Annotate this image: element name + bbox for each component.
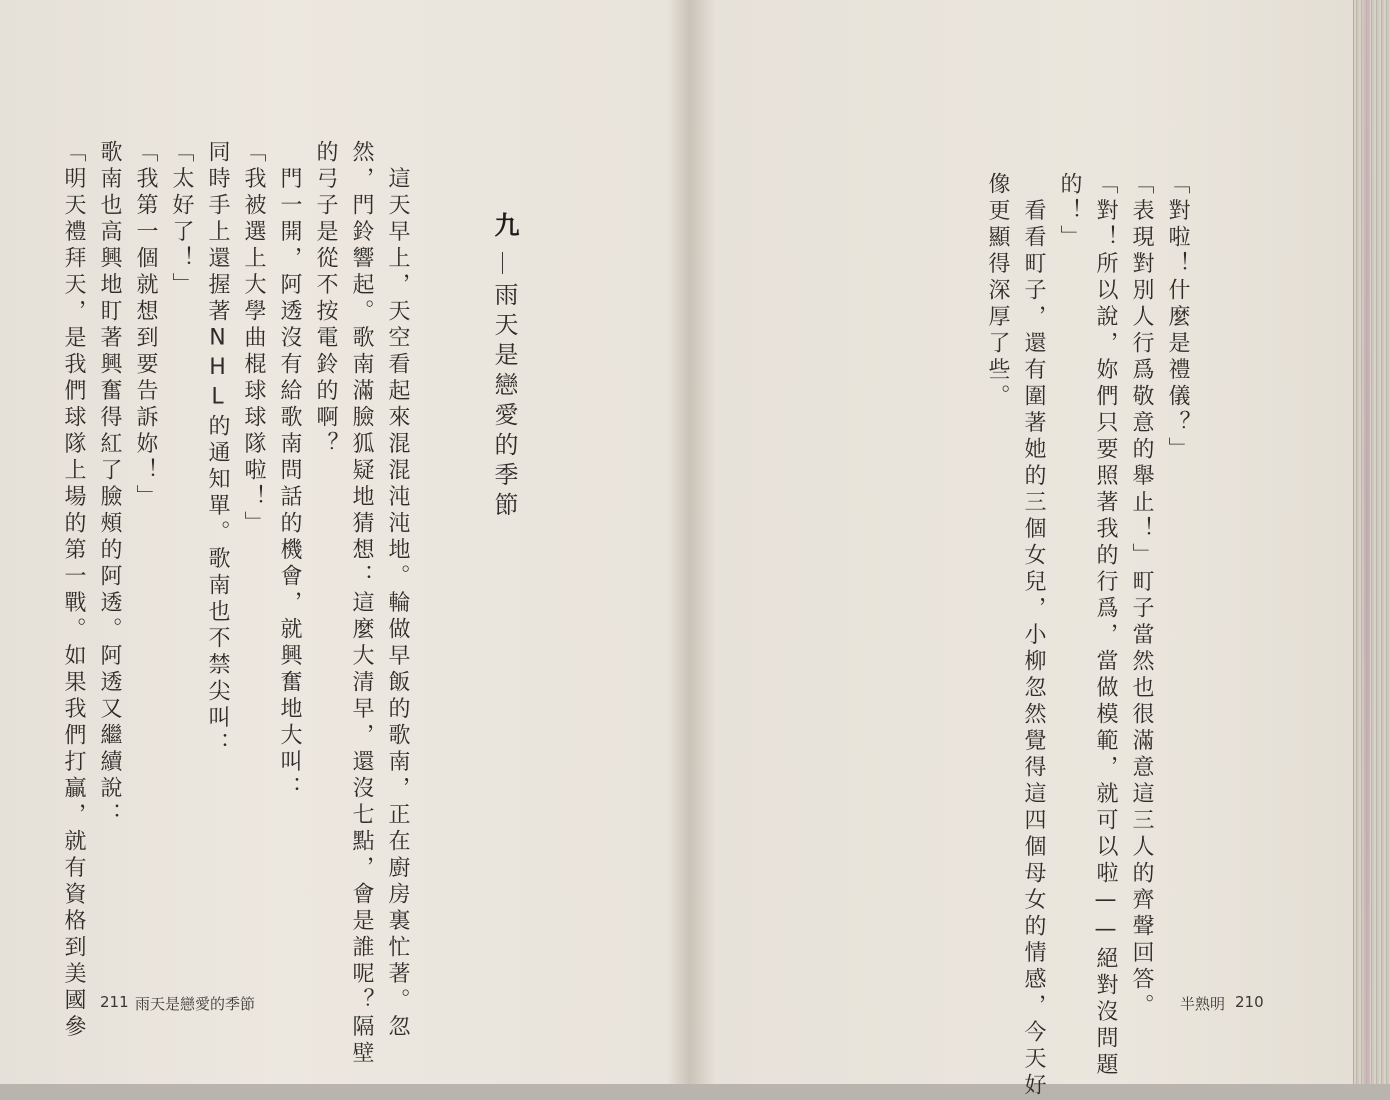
right-page-line-5: 看看町子，還有圍著她的三個女兒，小柳忽然覺得這四個母女的情感，今天好 bbox=[1021, 172, 1046, 1100]
right-page-line-2: 「表現對別人行爲敬意的舉止！」町子當然也很滿意這三人的齊聲回答。 bbox=[1129, 172, 1154, 1020]
right-page-running-title: 半熟明 bbox=[1180, 995, 1226, 1013]
left-page-line-10: 「明天禮拜天，是我們球隊上場的第一戰。如果我們打贏，就有資格到美國參 bbox=[61, 140, 86, 1041]
left-page-line-3: 的弓子是從不按電鈴的啊？ bbox=[313, 140, 338, 458]
right-page-number: 210 bbox=[1235, 993, 1264, 1011]
page-edge-accent bbox=[1364, 0, 1370, 1084]
left-page-line-2: 然，門鈴響起。歌南滿臉狐疑地猜想：這麼大清早，還沒七點，會是誰呢？隔壁 bbox=[349, 140, 374, 1068]
right-page-line-6: 像更顯得深厚了些。 bbox=[985, 172, 1010, 411]
left-page-line-6: 同時手上還握著NHL的通知單。歌南也不禁尖叫： bbox=[205, 140, 230, 759]
left-page-line-1: 這天早上，天空看起來混混沌沌地。輪做早飯的歌南，正在廚房裏忙著。忽 bbox=[385, 140, 410, 1041]
left-page-number: 211 bbox=[100, 993, 129, 1011]
right-page-line-1: 「對啦！什麼是禮儀？」 bbox=[1165, 172, 1190, 464]
left-page-line-4: 門一開，阿透沒有給歌南問話的機會，就興奮地大叫： bbox=[277, 140, 302, 803]
right-page-line-4: 的！」 bbox=[1057, 172, 1082, 252]
left-page-line-7: 「太好了！」 bbox=[169, 140, 194, 299]
left-page-running-title: 雨天是戀愛的季節 bbox=[135, 995, 256, 1013]
left-page-line-5: 「我被選上大學曲棍球球隊啦！」 bbox=[241, 140, 266, 538]
left-page-line-8: 「我第一個就想到要告訴妳！」 bbox=[133, 140, 158, 511]
chapter-title: 雨天是戀愛的季節 bbox=[490, 282, 518, 522]
page-edges bbox=[1353, 0, 1390, 1084]
left-page-line-9: 歌南也高興地盯著興奮得紅了臉頰的阿透。阿透又繼續說： bbox=[97, 140, 122, 829]
right-page-line-3: 「對！所以說，妳們只要照著我的行爲，當做模範，就可以啦——絕對沒問題 bbox=[1093, 172, 1118, 1079]
chapter-title-dash bbox=[502, 252, 503, 274]
chapter-number: 九 bbox=[491, 212, 520, 237]
